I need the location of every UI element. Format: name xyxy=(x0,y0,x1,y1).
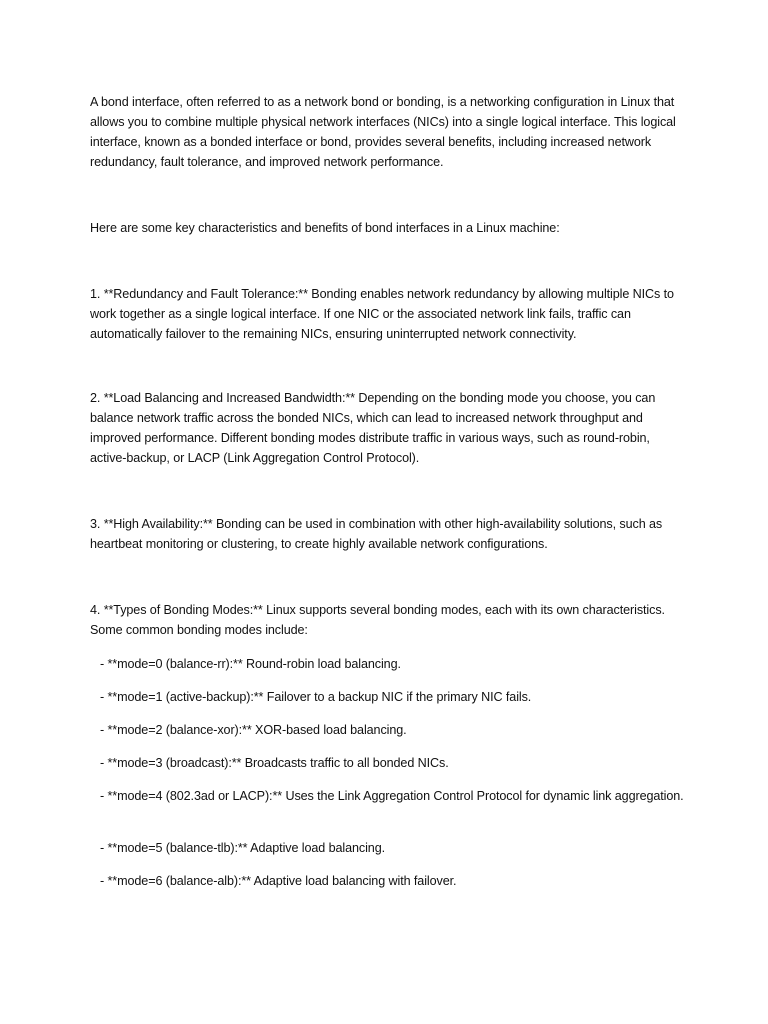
intro-paragraph: A bond interface, often referred to as a network bond or bonding, is a networking configuration in Linux that allows you to combine multiple physical network interfaces (NICs) into a single logical interface. This logical interface, known as a bonded interface or bond, provides several benefits, including increased network redundancy, fault tolerance, and improved network performance. xyxy=(90,95,676,169)
point-bonding-modes: 4. **Types of Bonding Modes:** Linux supports several bonding modes, each with its own characteristics. Some common bonding modes include: xyxy=(90,603,665,637)
mode-item-2: - **mode=2 (balance-xor):** XOR-based load balancing. xyxy=(100,723,407,737)
mode-item-3: - **mode=3 (broadcast):** Broadcasts traffic to all bonded NICs. xyxy=(100,756,449,770)
mode-item-6: - **mode=6 (balance-alb):** Adaptive load balancing with failover. xyxy=(100,874,457,888)
mode-item-5: - **mode=5 (balance-tlb):** Adaptive load balancing. xyxy=(100,841,385,855)
point-redundancy: 1. **Redundancy and Fault Tolerance:** Bonding enables network redundancy by allowing multiple NICs to work together as a single logical interface. If one NIC or the associated network link fails, traffic can automatically failover to the remaining NICs, ensuring uninterrupted network connectivity. xyxy=(90,287,674,341)
key-characteristics-intro: Here are some key characteristics and benefits of bond interfaces in a Linux machine: xyxy=(90,221,560,235)
point-high-availability: 3. **High Availability:** Bonding can be used in combination with other high-availability solutions, such as heartbeat monitoring or clustering, to create highly available network configurations. xyxy=(90,517,663,551)
point-load-balancing: 2. **Load Balancing and Increased Bandwidth:** Depending on the bonding mode you choose, you can balance network traffic across the bonded NICs, which can lead to increased network throughput and improved performance. Different bonding modes distribute traffic in various ways, such as round-robin, active-backup, or LACP (Link Aggregation Control Protocol). xyxy=(90,391,656,465)
mode-item-1: - **mode=1 (active-backup):** Failover to a backup NIC if the primary NIC fails. xyxy=(100,690,532,704)
mode-item-0: - **mode=0 (balance-rr):** Round-robin load balancing. xyxy=(100,657,401,671)
mode-item-4: - **mode=4 (802.3ad or LACP):** Uses the Link Aggregation Control Protocol for dynamic link aggregation. xyxy=(100,789,684,803)
